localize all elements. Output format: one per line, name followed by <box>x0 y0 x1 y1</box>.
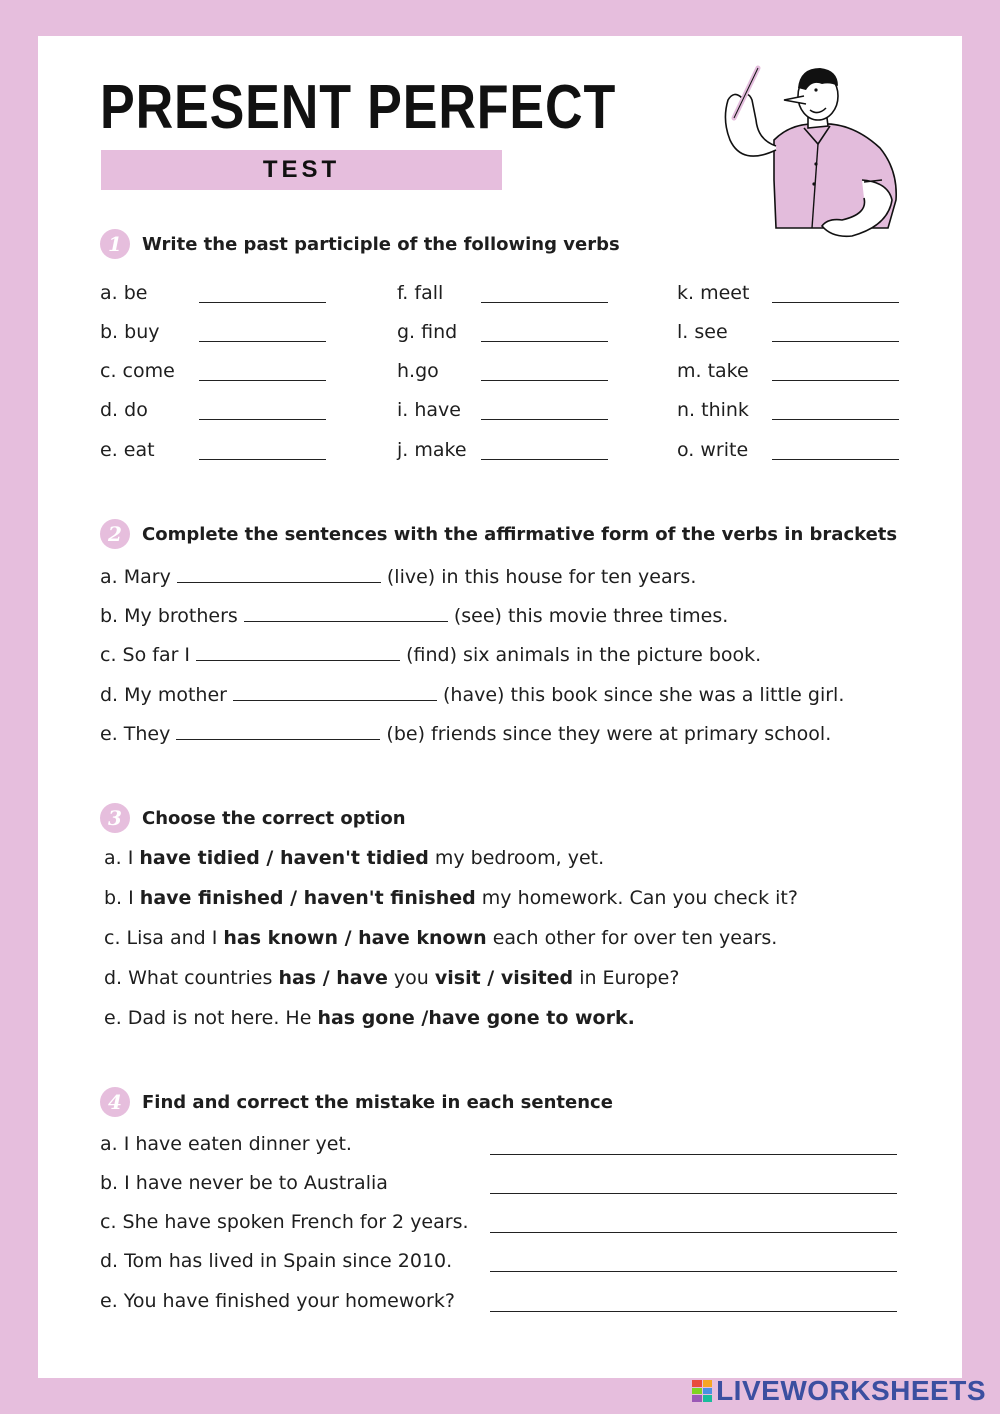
section-4-header <box>100 1086 613 1118</box>
sentence-text: e. They <box>100 723 177 745</box>
answer-blank[interactable] <box>199 341 326 342</box>
sentence-text: in Europe? <box>573 967 680 989</box>
answer-blank[interactable] <box>772 380 899 381</box>
logo-square <box>703 1388 713 1395</box>
sentence-text: c. Lisa and I <box>104 927 224 949</box>
sentence-text: my bedroom, yet. <box>428 847 605 869</box>
sentence-text: (find) six animals in the picture book. <box>400 644 762 666</box>
logo-square <box>692 1380 702 1387</box>
choice-sentence <box>104 926 777 950</box>
option-text[interactable]: have finished / haven't finished <box>139 887 476 909</box>
choice-sentence <box>104 886 798 910</box>
option-text[interactable]: visit / visited <box>434 967 574 989</box>
answer-blank[interactable] <box>233 682 437 701</box>
answer-blank[interactable] <box>772 459 899 460</box>
sentence-text: a. I <box>104 847 140 869</box>
section-3-number: 3 <box>100 803 130 833</box>
section-1-header <box>100 228 620 260</box>
sentence-text: (have) this book since she was a little girl. <box>436 684 845 706</box>
liveworksheets-logo[interactable] <box>692 1376 986 1406</box>
mistake-sentence: d. Tom has lived in Spain since 2010. <box>100 1250 453 1272</box>
verb-label: a. be <box>100 282 148 304</box>
verb-label: g. find <box>397 321 458 343</box>
answer-blank[interactable] <box>199 380 326 381</box>
page-title: PRESENT PERFECT <box>100 73 617 142</box>
section-1-title: Write the past participle of the following verbs <box>142 233 620 255</box>
logo-icon <box>692 1380 712 1402</box>
verb-label: m. take <box>677 360 749 382</box>
option-text[interactable]: has known / have known <box>223 927 487 949</box>
answer-blank[interactable] <box>177 564 381 583</box>
option-text[interactable]: has gone /have gone to work. <box>317 1007 635 1029</box>
sentence-text: b. I <box>104 887 140 909</box>
answer-blank[interactable] <box>481 419 608 420</box>
sentence-text: d. My mother <box>100 684 233 706</box>
verb-label: i. have <box>397 399 461 421</box>
correction-blank[interactable] <box>490 1154 897 1155</box>
choice-sentence <box>104 966 679 990</box>
option-text[interactable]: has / have <box>278 967 388 989</box>
section-3-title: Choose the correct option <box>142 807 406 829</box>
answer-blank[interactable] <box>481 459 608 460</box>
teacher-illustration <box>712 60 902 240</box>
verb-label: k. meet <box>677 282 750 304</box>
answer-blank[interactable] <box>199 459 326 460</box>
correction-blank[interactable] <box>490 1193 897 1194</box>
sentence-2c <box>100 642 761 667</box>
answer-blank[interactable] <box>176 721 380 740</box>
sentence-text: c. So far I <box>100 644 197 666</box>
sentence-text: d. What countries <box>104 967 279 989</box>
subtitle: TEST <box>262 156 341 183</box>
section-2-title: Complete the sentences with the affirmative form of the verbs in brackets <box>142 523 898 545</box>
mistake-sentence: e. You have finished your homework? <box>100 1290 455 1312</box>
section-4-number: 4 <box>100 1087 130 1117</box>
correction-blank[interactable] <box>490 1311 897 1312</box>
verb-label: n. think <box>677 399 749 421</box>
verb-label: o. write <box>677 439 749 461</box>
choice-sentence <box>104 846 604 870</box>
sentence-text: (be) friends since they were at primary school. <box>380 723 832 745</box>
correction-blank[interactable] <box>490 1271 897 1272</box>
answer-blank[interactable] <box>199 419 326 420</box>
sentence-text: b. My brothers <box>100 605 244 627</box>
section-2-header <box>100 518 897 550</box>
answer-blank[interactable] <box>481 302 608 303</box>
verb-label: c. come <box>100 360 175 382</box>
verb-label: f. fall <box>397 282 444 304</box>
section-3-header <box>100 802 406 834</box>
mistake-sentence: b. I have never be to Australia <box>100 1172 388 1194</box>
choice-sentence <box>104 1006 635 1030</box>
verb-label: j. make <box>397 439 467 461</box>
section-4-title: Find and correct the mistake in each sentence <box>142 1091 613 1113</box>
answer-blank[interactable] <box>772 419 899 420</box>
sentence-2e <box>100 721 831 746</box>
mistake-sentence: a. I have eaten dinner yet. <box>100 1133 352 1155</box>
logo-square <box>703 1380 713 1387</box>
sentence-text: each other for over ten years. <box>486 927 778 949</box>
answer-blank[interactable] <box>772 302 899 303</box>
answer-blank[interactable] <box>481 341 608 342</box>
answer-blank[interactable] <box>199 302 326 303</box>
verb-label: l. see <box>677 321 728 343</box>
option-text[interactable]: have tidied / haven't tidied <box>139 847 429 869</box>
brand-text: LIVEWORKSHEETS <box>716 1375 986 1406</box>
mistake-sentence: c. She have spoken French for 2 years. <box>100 1211 469 1233</box>
logo-square <box>692 1395 702 1402</box>
section-2-number: 2 <box>100 519 130 549</box>
answer-blank[interactable] <box>196 642 400 661</box>
logo-square <box>692 1388 702 1395</box>
answer-blank[interactable] <box>772 341 899 342</box>
verb-label: d. do <box>100 399 148 421</box>
section-1-number: 1 <box>100 229 130 259</box>
correction-blank[interactable] <box>490 1232 897 1233</box>
sentence-2b <box>100 603 728 628</box>
sentence-2a <box>100 564 696 589</box>
answer-blank[interactable] <box>244 603 448 622</box>
sentence-text: (see) this movie three times. <box>447 605 729 627</box>
subtitle-bar <box>101 150 502 190</box>
answer-blank[interactable] <box>481 380 608 381</box>
verb-label: b. buy <box>100 321 160 343</box>
verb-label: h.go <box>397 360 439 382</box>
sentence-text: a. Mary <box>100 566 177 588</box>
sentence-2d <box>100 682 844 707</box>
logo-square <box>703 1395 713 1402</box>
sentence-text: e. Dad is not here. He <box>104 1007 318 1029</box>
sentence-text: you <box>387 967 435 989</box>
verb-label: e. eat <box>100 439 155 461</box>
sentence-text: (live) in this house for ten years. <box>380 566 697 588</box>
sentence-text: my homework. Can you check it? <box>475 887 798 909</box>
